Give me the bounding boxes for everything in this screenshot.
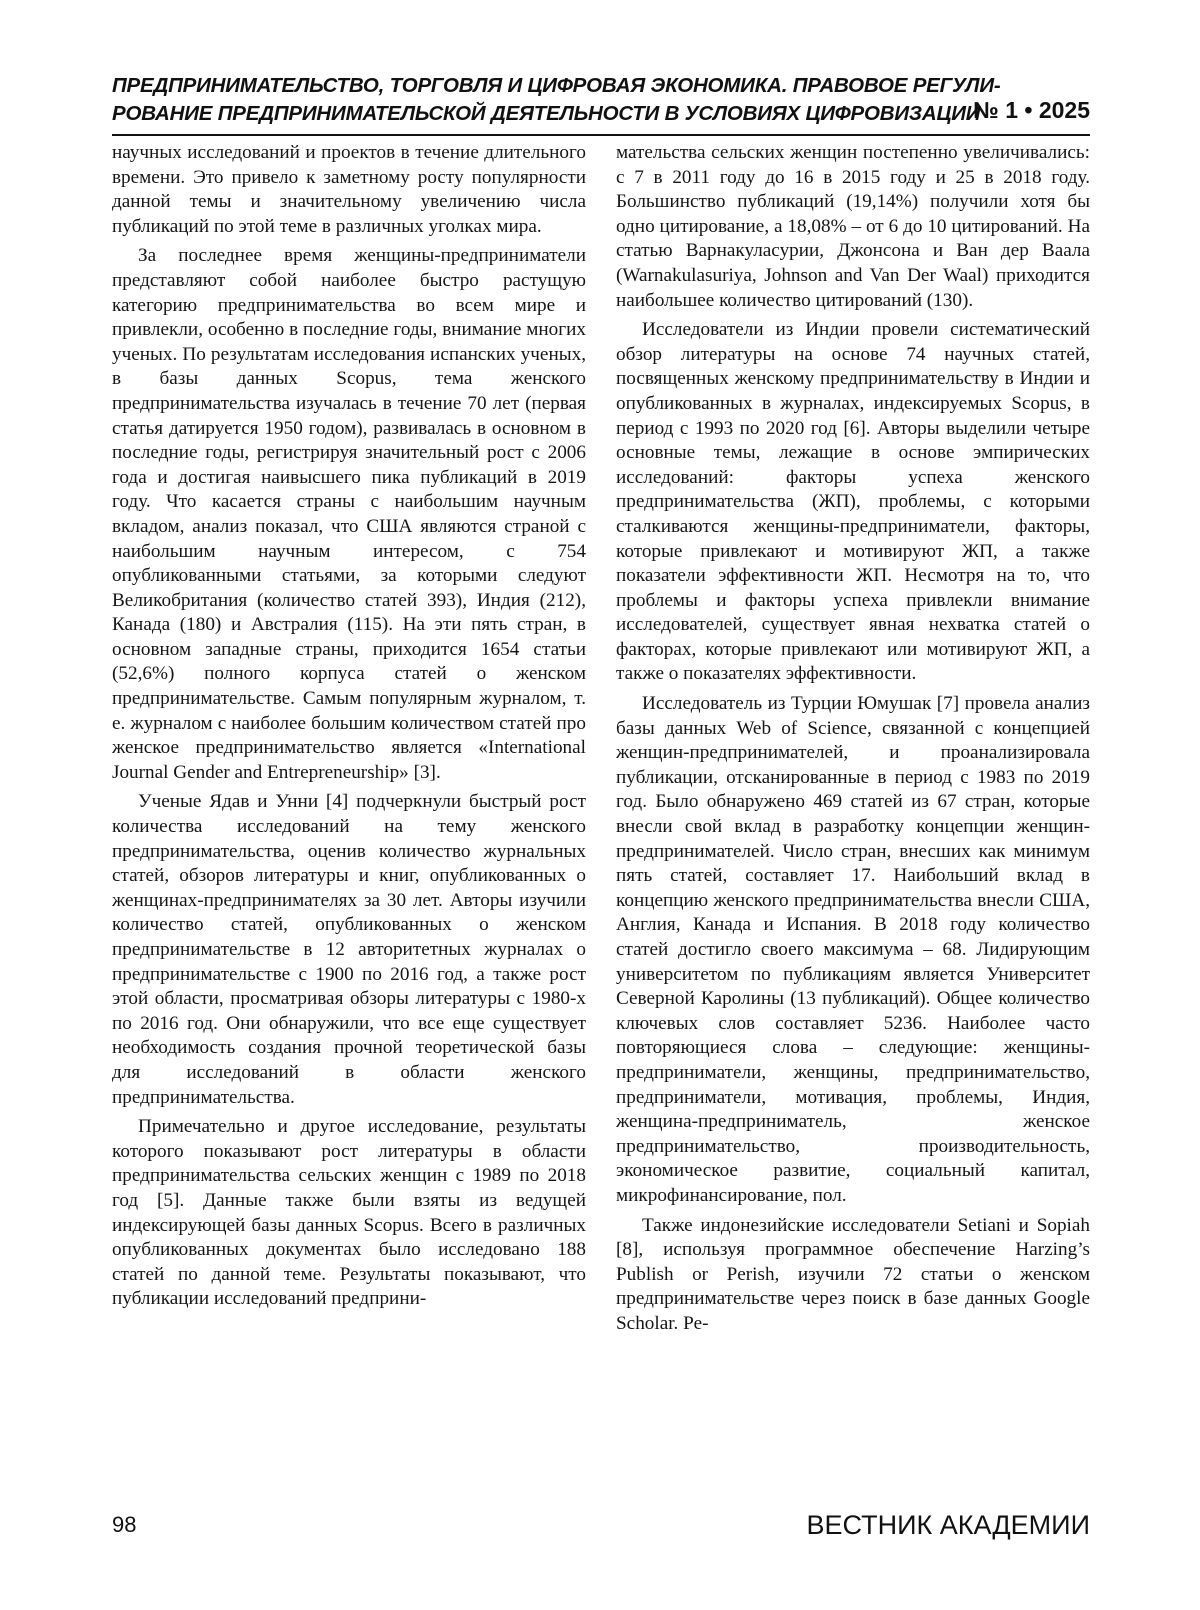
running-header [112, 72, 1090, 130]
left-column [112, 141, 586, 1317]
journal-name: ВЕСТНИК АКАДЕМИИ [806, 1510, 1090, 1540]
left-paragraph-1: научных исследований и проектов в течение длительного времени. Это привело к заметному росту популярности данной темы и значительному увеличению числа публикаций по этой теме в различных уголках мира. [112, 142, 586, 237]
right-paragraph-1: мательства сельских женщин постепенно увеличивались: с 7 в 2011 году до 16 в 2015 году и 25 в 2018 году. Большинство публикаций (19,14%) получили хотя бы одно цитирование, а 18,08% – от 6 до 10 цитирований. На статью Варнакуласурии, Джонсона и Ван дер Ваала (Warnakulasuriya, Johnson and Van Der Waal) приходится наибольшее количество цитирований (130). [616, 142, 1090, 311]
right-paragraph-2: Исследователи из Индии провели систематический обзор литературы на основе 74 научных статей, посвященных женскому предпринимательству в Индии и опубликованных в журналах, индексируемых Scopus, в период с 1993 по 2020 год [6]. Авторы выделили четыре основные темы, лежащие в основе эмпирических исследований: факторы успеха женского предпринимательства (ЖП), проблемы, с которыми сталкиваются женщины-предприниматели, факторы, которые привлекают и мотивируют ЖП, а также показатели эффективности ЖП. Несмотря на то, что проблемы и факторы успеха привлекли внимание исследователей, существует явная нехватка статей о факторах, которые привлекают или мотивируют ЖП, а также о показателях эффективности. [616, 319, 1090, 685]
section-title-line-1: ПРЕДПРИНИМАТЕЛЬСТВО, ТОРГОВЛЯ И ЦИФРОВАЯ ЭКОНОМИКА. ПРАВОВОЕ РЕГУЛИ- [112, 74, 1001, 97]
left-paragraph-3: Ученые Ядав и Унни [4] подчеркнули быстрый рост количества исследований на тему женского предпринимательства, оценив количество журнальных статей, обзоров литературы и книг, опубликованных о женщинах-предпринимателях за 30 лет. Авторы изучили количество статей, опубликованных о женском предпринимательстве в 12 авторитетных журналах о предпринимательстве с 1900 по 2016 год, а также рост этой области, просматривая обзоры литературы с 1980-х по 2016 год. Они обнаружили, что все еще существует необходимость создания прочной теоретической базы для исследований в области женского предпринимательства. [112, 791, 586, 1108]
issue-number: № 1 • 2025 [973, 97, 1090, 123]
header-divider [112, 134, 1090, 136]
left-paragraph-4: Примечательно и другое исследование, результаты которого показывают рост литературы в области предпринимательства сельских женщин с 1989 по 2018 год [5]. Данные также были взяты из ведущей индексирующей базы данных Scopus. Всего в различных опубликованных документах было исследовано 188 статей по данной теме. Результаты показывают, что публикации исследований предприни- [112, 1116, 586, 1310]
running-footer [112, 1510, 1090, 1546]
right-column [616, 141, 1090, 1342]
right-paragraph-4: Также индонезийские исследователи Setiani и Sopiah [8], используя программное обеспечение Harzing’s Publish or Perish, изучили 72 статьи о женском предпринимательстве через поиск в базе данных Google Scholar. Ре- [616, 1214, 1090, 1334]
section-title-line-2: РОВАНИЕ ПРЕДПРИНИМАТЕЛЬСКОЙ ДЕЯТЕЛЬНОСТИ В УСЛОВИЯХ ЦИФРОВИЗАЦИИ [112, 102, 981, 125]
section-title [112, 72, 1001, 128]
left-paragraph-2: За последнее время женщины-предприниматели представляют собой наиболее быстро растущую категорию предпринимательства во всем мире и привлекли, особенно в последние годы, внимание многих ученых. По результатам исследования испанских ученых, в базы данных Scopus, тема женского предпринимательства изучалась в течение 70 лет (первая статья датируется 1950 годом), развивалась в основном в последние годы, регистрируя значительный рост с 2006 года и достигая наивысшего пика публикаций в 2019 году. Что касается страны с наибольшим научным вкладом, анализ показал, что США являются страной с наибольшим научным интересом, с 754 опубликованными статьями, за которыми следуют Великобритания (количество статей 393), Индия (212), Канада (180) и Австралия (115). На эти пять стран, в основном западные страны, приходится 1654 статьи (52,6%) полного корпуса статей о женском предпринимательстве. Самым популярным журналом, т. е. журналом с наиболее большим количеством статей про женское предпринимательство является «International Journal Gender and Entrepreneurship» [3]. [112, 245, 586, 783]
right-paragraph-3: Исследователь из Турции Юмушак [7] провела анализ базы данных Web of Science, связанной с концепцией женщин-предпринимателей, и проанализировала публикации, отсканированные в период с 1983 по 2019 год. Было обнаружено 469 статей из 67 стран, которые внесли свой вклад в разработку концепции женщин-предпринимателей. Число стран, внесших как минимум пять статей, составляет 17. Наибольший вклад в концепцию женского предпринимательства внесли США, Англия, Канада и Испания. В 2018 году количество статей достигло своего максимума – 68. Лидирующим университетом по публикациям является Университет Северной Каролины (13 публикаций). Общее количество ключевых слов составляет 5236. Наиболее часто повторяющиеся слова – следующие: женщины-предприниматели, женщины, предпринимательство, предприниматели, мотивация, проблемы, Индия, женщина-предприниматель, женское предпринимательство, производительность, экономическое развитие, социальный капитал, микрофинансирование, пол. [616, 693, 1090, 1206]
page-number: 98 [112, 1512, 137, 1537]
